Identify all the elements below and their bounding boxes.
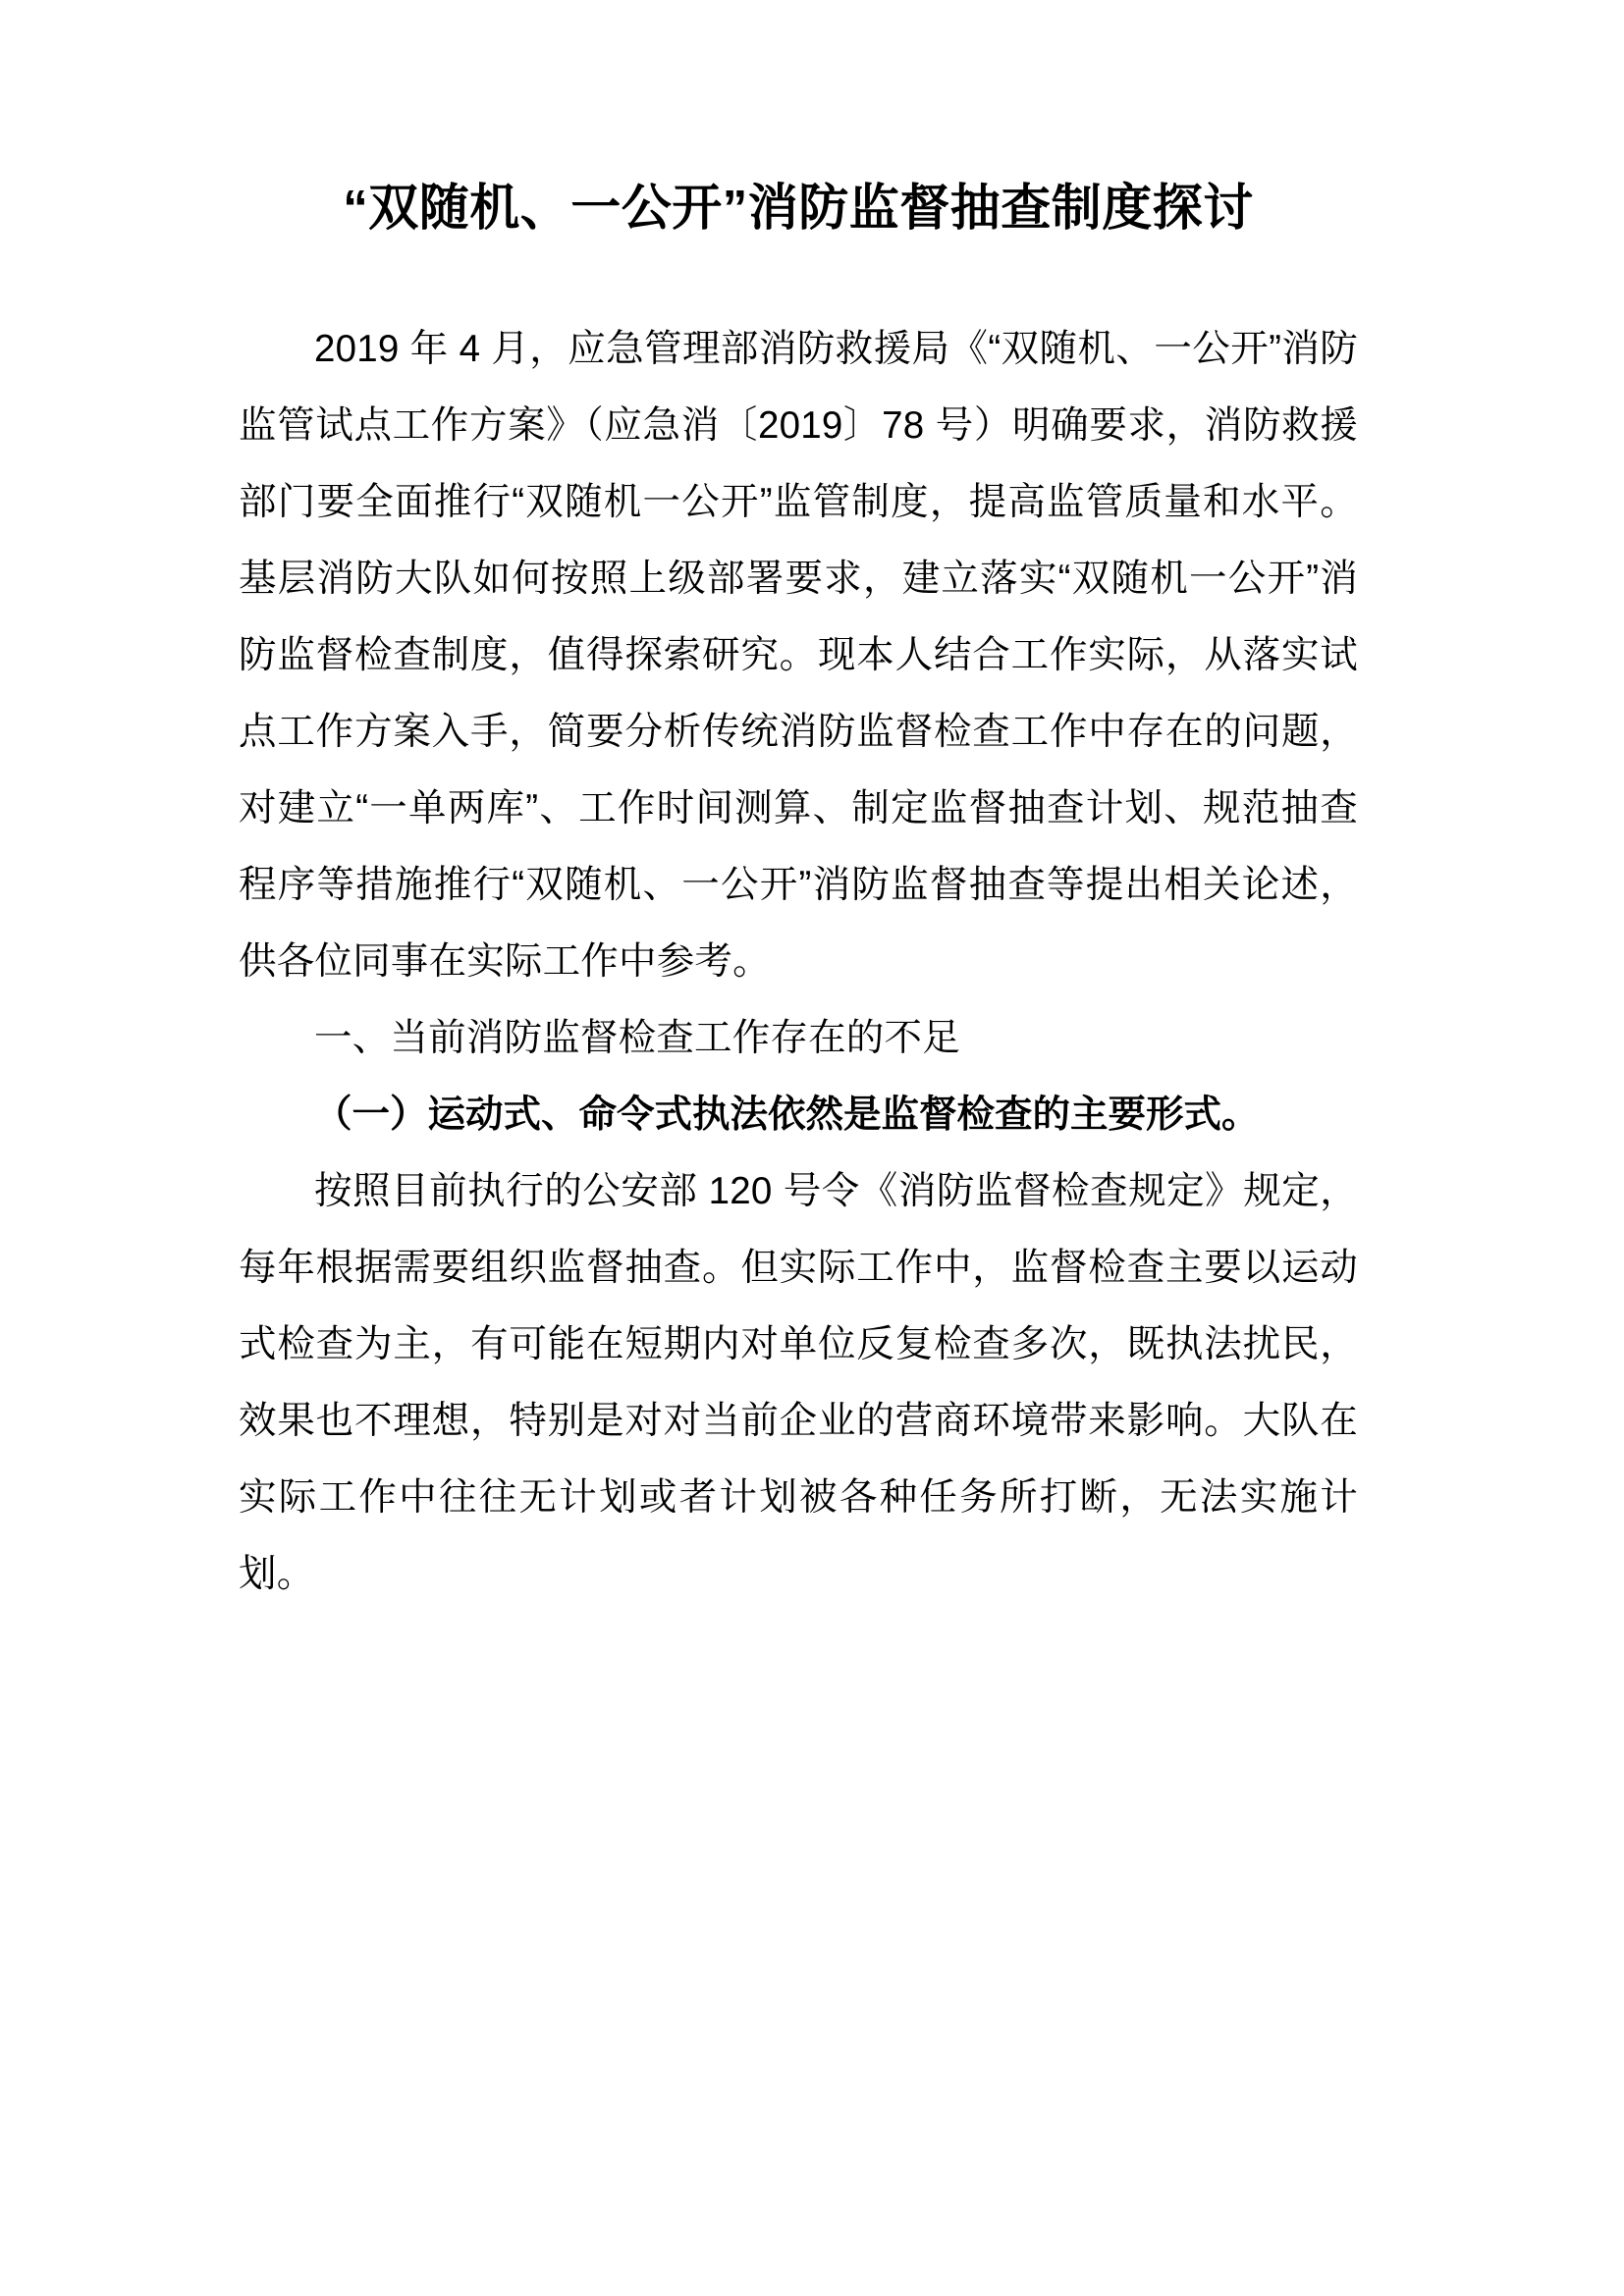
subsection-heading-1-1: （一）运动式、命令式执法依然是监督检查的主要形式。 [314, 1094, 1260, 1136]
section-heading-1: 一、当前消防监督检查工作存在的不足 [314, 1017, 960, 1059]
body-paragraph-1: 2019 年 4 月，应急管理部消防救援局《“双随机、一公开”消防监管试点工作方案》（应急消〔2019〕78 号）明确要求，消防救援部门要全面推行“双随机一公开”监管制度，提高监管质量和水平。基层消防大队如何按照上级部署要求，建立落实“双随机一公开”消防监督检查制度，值得探索研究。现本人结合工作实际，从落实试点工作方案入手，简要分析传统消防监督检查工作中存在的问题，对建立“一单两库”、工作时间测算、制定监督抽查计划、规范抽查程序等措施推行“双随机、一公开”消防监督抽查等提出相关论述，供各位同事在实际工作中参考。 [239, 328, 1358, 983]
document-content [239, 0, 1358, 1613]
body-paragraph-2: 按照目前执行的公安部 120 号令《消防监督检查规定》规定，每年根据需要组织监督抽查。但实际工作中，监督检查主要以运动式检查为主，有可能在短期内对单位反复检查多次，既执法扰民，效果也不理想，特别是对对当前企业的营商环境带来影响。大队在实际工作中往往无计划或者计划被各种任务所打断，无法实施计划。 [239, 1170, 1358, 1595]
page-title: “双随机、一公开”消防监督抽查制度探讨 [343, 180, 1254, 236]
title-body-spacer [239, 244, 1358, 311]
document-body [239, 311, 1358, 1613]
